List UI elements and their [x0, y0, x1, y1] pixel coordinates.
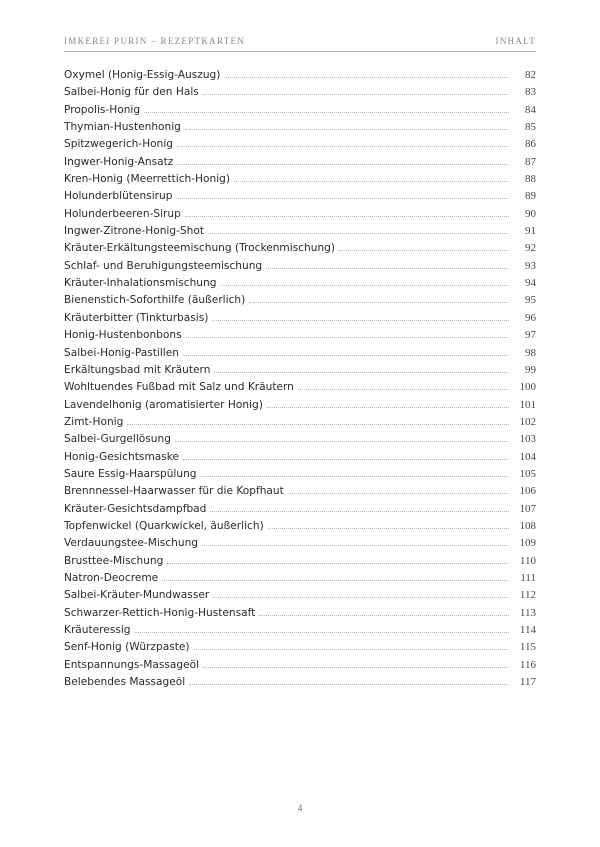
- toc-entry-page-number: 114: [519, 624, 536, 636]
- header-section: INHALT: [495, 36, 536, 46]
- toc-dot-leader: [210, 510, 509, 512]
- toc-entry-title: Kräuteressig: [64, 624, 131, 636]
- toc-entry[interactable]: [64, 379, 536, 396]
- toc-dot-leader: [135, 631, 509, 633]
- toc-entry-title: Thymian-Hustenhonig: [64, 121, 181, 134]
- toc-entry-title: Salbei-Kräuter-Mundwasser: [64, 589, 210, 602]
- toc-entry-page-number: 102: [519, 415, 536, 428]
- toc-entry-page-number: 92: [525, 242, 536, 255]
- toc-entry[interactable]: [64, 154, 536, 171]
- toc-entry-title: Kräuter-Erkältungsteemischung (Trockenmischung): [64, 242, 336, 255]
- toc-dot-leader: [268, 527, 509, 529]
- toc-dot-leader: [127, 423, 509, 425]
- toc-dot-leader: [186, 336, 509, 338]
- toc-entry-title: Kräuterbitter (Tinkturbasis): [64, 311, 209, 324]
- toc-entry-page-number: 96: [525, 311, 536, 324]
- toc-entry-title: Erkältungsbad mit Kräutern: [64, 363, 211, 376]
- toc-entry-page-number: 105: [519, 467, 536, 480]
- toc-entry-page-number: 115: [519, 641, 536, 654]
- toc-entry-page-number: 98: [525, 346, 536, 359]
- toc-entry[interactable]: [64, 657, 536, 674]
- toc-dot-leader: [185, 215, 509, 217]
- toc-dot-leader: [298, 388, 509, 390]
- toc-dot-leader: [259, 614, 509, 616]
- toc-entry[interactable]: [64, 431, 536, 448]
- toc-entry-title: Propolis-Honig: [64, 103, 141, 116]
- toc-entry-page-number: 94: [525, 277, 536, 290]
- toc-entry-title: Holunderblütensirup: [64, 190, 173, 203]
- toc-entry-page-number: 83: [525, 86, 536, 99]
- toc-dot-leader: [224, 76, 509, 78]
- toc-entry-page-number: 103: [519, 433, 536, 446]
- toc-entry-title: Kren-Honig (Meerrettich-Honig): [64, 173, 231, 186]
- toc-entry-title: Oxymel (Honig-Essig-Auszug): [64, 69, 221, 81]
- toc-entry-title: Schlaf- und Beruhigungsteemischung: [64, 259, 263, 272]
- toc-entry-title: Brusttee-Mischung: [64, 554, 164, 567]
- toc-entry[interactable]: [64, 345, 536, 362]
- toc-entry[interactable]: [64, 292, 536, 309]
- toc-entry-title: Ingwer-Honig-Ansatz: [64, 155, 174, 168]
- toc-entry[interactable]: [64, 535, 536, 552]
- toc-entry[interactable]: [64, 622, 536, 639]
- toc-dot-leader: [162, 579, 509, 581]
- toc-entry-title: Brennnessel-Haarwasser für die Kopfhaut: [64, 485, 284, 498]
- toc-dot-leader: [249, 301, 509, 303]
- toc-entry-page-number: 111: [520, 571, 536, 584]
- toc-entry[interactable]: [64, 206, 536, 223]
- toc-entry-title: Topfenwickel (Quarkwickel, äußerlich): [64, 519, 264, 532]
- toc-dot-leader: [213, 596, 509, 598]
- toc-entry-page-number: 116: [519, 658, 536, 671]
- toc-entry-page-number: 93: [525, 259, 536, 272]
- toc-entry-page-number: 109: [519, 537, 536, 550]
- toc-entry-title: Kräuter-Gesichtsdampfbad: [64, 502, 207, 515]
- toc-dot-leader: [177, 145, 509, 147]
- toc-entry[interactable]: [64, 362, 536, 379]
- toc-entry-page-number: 95: [525, 294, 536, 307]
- toc-entry-title: Belebendes Massageöl: [64, 676, 186, 689]
- toc-entry-page-number: 99: [525, 363, 536, 376]
- toc-entry[interactable]: [64, 501, 536, 518]
- toc-dot-leader: [203, 93, 509, 95]
- toc-entry[interactable]: [64, 327, 536, 344]
- toc-entry-title: Kräuter-Inhalationsmischung: [64, 277, 217, 290]
- toc-dot-leader: [288, 492, 509, 494]
- toc-dot-leader: [183, 458, 509, 460]
- toc-entry[interactable]: [64, 449, 536, 466]
- toc-entry[interactable]: [64, 639, 536, 656]
- toc-entry-page-number: 85: [525, 121, 536, 134]
- page-number: 4: [297, 803, 303, 813]
- toc-dot-leader: [212, 319, 509, 321]
- toc-dot-leader: [201, 475, 509, 477]
- toc-entry-title: Entspannungs-Massageöl: [64, 658, 200, 671]
- toc-entry[interactable]: [64, 570, 536, 587]
- toc-entry-page-number: 90: [525, 207, 536, 220]
- toc-entry-page-number: 110: [519, 554, 536, 567]
- toc-entry[interactable]: [64, 67, 536, 84]
- header-title: IMKEREI PURIN – REZEPTKARTEN: [64, 36, 246, 46]
- toc-entry-page-number: 107: [519, 502, 536, 515]
- toc-entry[interactable]: [64, 240, 536, 257]
- toc-dot-leader: [202, 544, 509, 546]
- toc-dot-leader: [189, 683, 509, 685]
- toc-entry-title: Lavendelhonig (aromatisierter Honig): [64, 398, 263, 411]
- header-rule: [64, 51, 536, 52]
- toc-dot-leader: [267, 406, 509, 408]
- toc-dot-leader: [339, 249, 509, 251]
- toc-dot-leader: [214, 371, 509, 373]
- toc-entry[interactable]: [64, 414, 536, 431]
- toc-entry-title: Verdauungstee-Mischung: [64, 537, 199, 550]
- toc-entry[interactable]: [64, 223, 536, 240]
- toc-entry[interactable]: [64, 275, 536, 292]
- toc-dot-leader: [234, 180, 509, 182]
- toc-dot-leader: [167, 562, 509, 564]
- toc-entry[interactable]: [64, 553, 536, 570]
- toc-entry-title: Bienenstich-Soforthilfe (äußerlich): [64, 294, 246, 307]
- running-header: [64, 36, 536, 46]
- toc-entry[interactable]: [64, 310, 536, 327]
- toc-entry-page-number: 104: [519, 450, 536, 463]
- toc-entry-page-number: 106: [519, 485, 536, 498]
- toc-entry-title: Saure Essig-Haarspülung: [64, 467, 197, 480]
- toc-entry-page-number: 97: [525, 329, 536, 342]
- toc-entry-page-number: 113: [519, 606, 536, 619]
- toc-entry[interactable]: [64, 84, 536, 101]
- toc-dot-leader: [185, 128, 509, 130]
- toc-dot-leader: [266, 267, 509, 269]
- toc-entry[interactable]: [64, 587, 536, 604]
- toc-entry-title: Salbei-Gurgellösung: [64, 433, 171, 446]
- toc-entry-title: Holunderbeeren-Sirup: [64, 207, 181, 220]
- toc-entry[interactable]: [64, 397, 536, 414]
- toc-entry-page-number: 82: [525, 69, 536, 81]
- toc-entry-title: Schwarzer-Rettich-Honig-Hustensaft: [64, 606, 256, 619]
- toc-entry-page-number: 108: [519, 519, 536, 532]
- toc-dot-leader: [194, 648, 509, 650]
- toc-entry-title: Honig-Gesichtsmaske: [64, 450, 180, 463]
- toc-entry-title: Salbei-Honig-Pastillen: [64, 346, 179, 359]
- toc-entry-page-number: 100: [519, 381, 536, 394]
- toc-entry-title: Zimt-Honig: [64, 415, 124, 428]
- toc-entry-page-number: 91: [525, 225, 536, 238]
- toc-entry-page-number: 117: [519, 676, 536, 689]
- toc-entry[interactable]: [64, 466, 536, 483]
- toc-dot-leader: [183, 354, 509, 356]
- toc-entry[interactable]: [64, 136, 536, 153]
- toc-entry-page-number: 89: [525, 190, 536, 203]
- toc-entry-page-number: 101: [519, 398, 536, 411]
- toc-entry[interactable]: [64, 171, 536, 188]
- toc-entry-page-number: 112: [519, 589, 536, 602]
- toc-entry-page-number: 84: [525, 103, 536, 116]
- toc-entry[interactable]: [64, 119, 536, 136]
- toc-entry-title: Spitzwegerich-Honig: [64, 138, 174, 151]
- toc-dot-leader: [203, 666, 509, 668]
- toc-entry-page-number: 87: [525, 155, 536, 168]
- toc-entry[interactable]: [64, 605, 536, 622]
- table-of-contents: [64, 67, 536, 691]
- toc-entry[interactable]: [64, 188, 536, 205]
- toc-entry[interactable]: [64, 674, 536, 691]
- toc-entry-page-number: 86: [525, 138, 536, 151]
- toc-entry[interactable]: [64, 258, 536, 275]
- toc-entry-title: Honig-Hustenbonbons: [64, 329, 182, 342]
- toc-dot-leader: [144, 111, 509, 113]
- toc-entry[interactable]: [64, 102, 536, 119]
- toc-dot-leader: [177, 163, 509, 165]
- toc-dot-leader: [176, 197, 509, 199]
- toc-entry[interactable]: [64, 518, 536, 535]
- toc-entry-title: Senf-Honig (Würzpaste): [64, 641, 190, 654]
- toc-entry-title: Salbei-Honig für den Hals: [64, 86, 199, 99]
- toc-dot-leader: [208, 232, 509, 234]
- toc-entry-title: Natron-Deocreme: [64, 571, 159, 584]
- toc-entry-page-number: 88: [525, 173, 536, 186]
- toc-entry[interactable]: [64, 483, 536, 500]
- toc-entry-title: Ingwer-Zitrone-Honig-Shot: [64, 225, 204, 238]
- toc-dot-leader: [175, 440, 509, 442]
- toc-entry-title: Wohltuendes Fußbad mit Salz und Kräutern: [64, 381, 294, 394]
- toc-dot-leader: [220, 284, 509, 286]
